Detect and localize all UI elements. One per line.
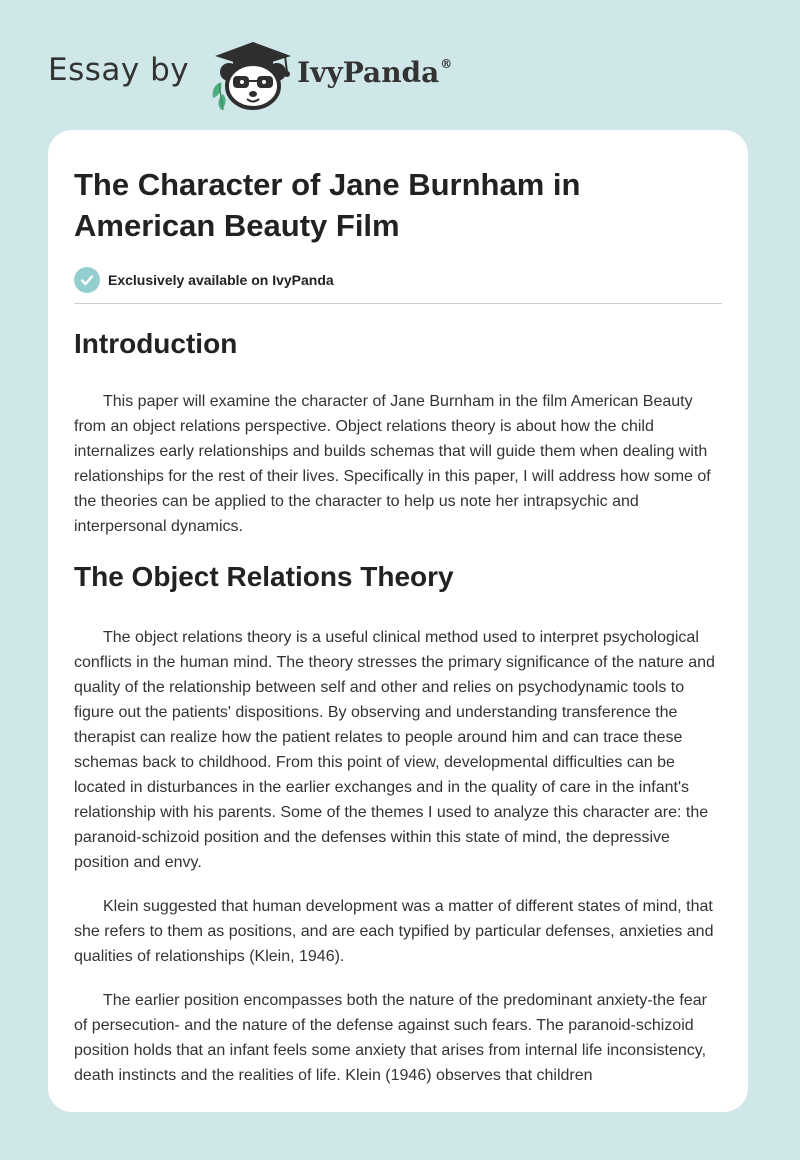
brand-name[interactable]: IvyPanda® [297,55,453,89]
paragraph: The earlier position encompasses both the nature of the predominant anxiety-the fear of persecution- and the nature of the defense against such fears. The paranoid-schizoid position holds that an infant feels some anxiety that arises from internal life inconsistency, death instincts and the realities of life. Klein (1946) observes that children [74,992,707,1084]
essay-by-label: Essay by [48,52,190,88]
site-header [48,36,452,112]
section-heading-object-relations-theory: The Object Relations Theory [74,561,454,592]
essay-card [48,130,748,1112]
registered-mark: ® [440,56,453,71]
exclusive-badge-label: Exclusively available on IvyPanda [108,272,334,288]
exclusive-badge [74,266,722,294]
panda-graduate-icon[interactable] [207,36,295,112]
paragraph: Klein suggested that human development was a matter of different states of mind, that she refers to them as positions, and are each typified by particular defenses, anxieties and qualities of relationships (Klein, 1946). [74,898,714,965]
paragraph: The object relations theory is a useful clinical method used to interpret psychological conflicts in the human mind. The theory stresses the primary significance of the nature and quality of the relationship between self and other and relies on psychodynamic tools to figure out the patients' dispositions. By observing and understanding transference the therapist can realize how the patient relates to people around him and can trace these schemas back to childhood. From this point of view, developmental difficulties can be located in disturbances in the earlier exchanges and in the quality of care in the infant's relationship with his parents. Some of the themes I used to analyze this character are: the paranoid-schizoid position and the defenses within this state of mind, the depressive position and envy. [74,629,715,871]
section-heading-introduction: Introduction [74,328,238,359]
check-circle-icon [74,267,100,293]
divider [74,303,722,304]
paragraph: This paper will examine the character of Jane Burnham in the film American Beauty from an object relations perspective. Object relations theory is about how the child internalizes early relationships and builds schemas that will guide them when dealing with relationships for the rest of their lives. Specifically in this paper, I will address how some of the theories can be applied to the character to help us note her intrapsychic and interpersonal dynamics. [74,393,711,535]
page-title: The Character of Jane Burnham in American Beauty Film [74,167,581,243]
